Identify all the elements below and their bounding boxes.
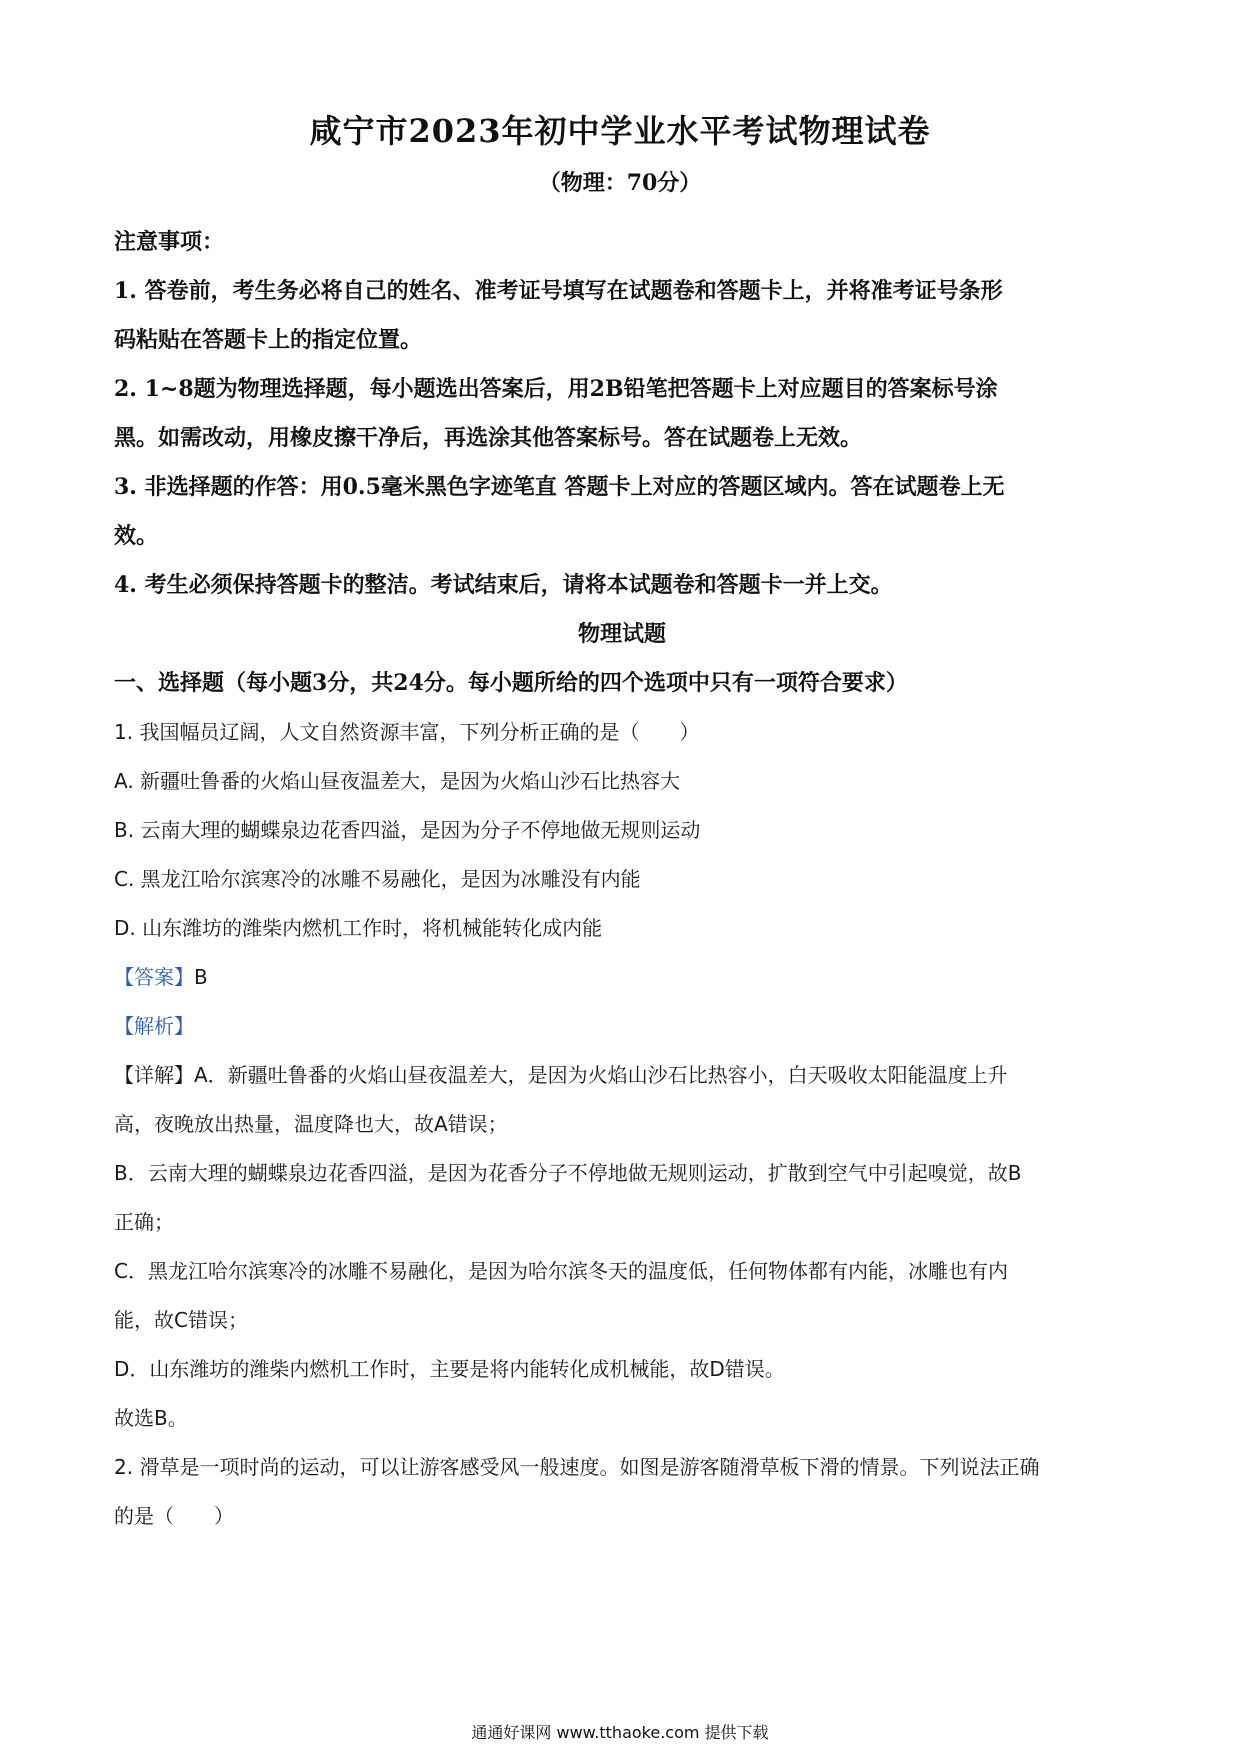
notice-line: 4. 考生必须保持答题卡的整洁。考试结束后，请将本试题卷和答题卡一并上交。 bbox=[114, 572, 893, 598]
notice-line: 码粘贴在答题卡上的指定位置。 bbox=[114, 327, 423, 353]
detail-line: 故选B。 bbox=[114, 1406, 188, 1430]
detail-line: 能，故C错误； bbox=[114, 1308, 248, 1332]
question-option: B. 云南大理的蝴蝶泉边花香四溢，是因为分子不停地做无规则运动 bbox=[114, 818, 701, 842]
detail-line: 【详解】A．新疆吐鲁番的火焰山昼夜温差大，是因为火焰山沙石比热容小，白天吸收太阳能温度上升 bbox=[114, 1063, 1008, 1087]
question-option: C. 黑龙江哈尔滨寒冷的冰雕不易融化，是因为冰雕没有内能 bbox=[114, 867, 641, 891]
notice-line: 效。 bbox=[114, 523, 159, 549]
analysis-tag: 【解析】 bbox=[114, 1014, 194, 1038]
notice-line: 1. 答卷前，考生务必将自己的姓名、准考证号填写在试题卷和答题卡上，并将准考证号条形 bbox=[114, 278, 1003, 304]
answer-value: B bbox=[194, 965, 208, 989]
detail-line: B．云南大理的蝴蝶泉边花香四溢，是因为花香分子不停地做无规则运动，扩散到空气中引起嗅觉，故B bbox=[114, 1161, 1022, 1185]
question-stem: 1. 我国幅员辽阔，人文自然资源丰富，下列分析正确的是（ ） bbox=[114, 720, 700, 744]
footer-credit: 通通好课网 www.tthaoke.com 提供下载 bbox=[471, 1723, 769, 1742]
question-option: A. 新疆吐鲁番的火焰山昼夜温差大，是因为火焰山沙石比热容大 bbox=[114, 769, 681, 793]
question-stem: 的是（ ） bbox=[114, 1504, 234, 1528]
page-content bbox=[114, 218, 1130, 1541]
page-title: 咸宁市2023年初中学业水平考试物理试卷 bbox=[309, 112, 931, 150]
question-option: D. 山东潍坊的潍柴内燃机工作时，将机械能转化成内能 bbox=[114, 916, 603, 940]
answer-tag: 【答案】 bbox=[114, 965, 194, 989]
notice-line: 黑。如需改动，用橡皮擦干净后，再选涂其他答案标号。答在试题卷上无效。 bbox=[114, 425, 863, 451]
detail-line: 高，夜晚放出热量，温度降也大，故A错误； bbox=[114, 1112, 508, 1136]
detail-line: D．山东潍坊的潍柴内燃机工作时，主要是将内能转化成机械能，故D错误。 bbox=[114, 1357, 785, 1381]
page-subtitle: （物理：70分） bbox=[538, 170, 702, 196]
detail-line: C．黑龙江哈尔滨寒冷的冰雕不易融化，是因为哈尔滨冬天的温度低，任何物体都有内能，冰雕也有内 bbox=[114, 1259, 1008, 1283]
question-stem: 2. 滑草是一项时尚的运动，可以让游客感受风一般速度。如图是游客随滑草板下滑的情景。下列说法正确 bbox=[114, 1455, 1040, 1479]
answer-line bbox=[114, 953, 1130, 1002]
notice-heading: 注意事项： bbox=[114, 229, 225, 255]
notice-line: 3. 非选择题的作答：用0.5毫米黑色字迹笔直 答题卡上对应的答题区域内。答在试题卷上无 bbox=[114, 474, 1005, 500]
section-title: 物理试题 bbox=[577, 621, 666, 647]
detail-line: 正确； bbox=[114, 1210, 174, 1234]
notice-line: 2. 1~8题为物理选择题，每小题选出答案后，用2B铅笔把答题卡上对应题目的答案标号涂 bbox=[114, 376, 998, 402]
part-heading: 一、选择题（每小题3分，共24分。每小题所给的四个选项中只有一项符合要求） bbox=[114, 670, 908, 696]
